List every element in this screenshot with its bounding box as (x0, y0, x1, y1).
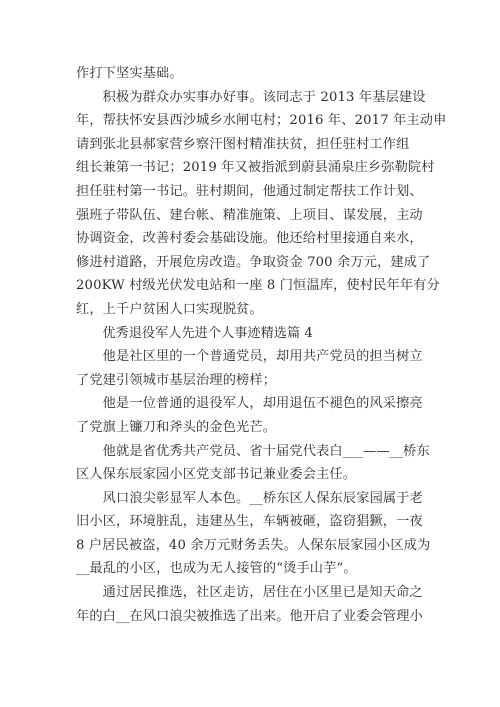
text-line: 红，上千户贫困人口实现脱贫。 (76, 301, 263, 317)
text-line: __最乱的小区，也成为无人接管的“烫手山芋”。 (76, 561, 357, 577)
text-line: 8 户居民被盗，40 余万元财务丢失。人保东辰家园小区成为 (76, 537, 431, 553)
document-body (76, 62, 447, 628)
text-line: 组长兼第一书记；2019 年又被指派到蔚县涌泉庄乡弥勒院村 (76, 160, 435, 176)
text-line: 了党旗上镰刀和斧头的金色光芒。 (76, 419, 277, 435)
text-line: 了党建引领城市基层治理的榜样； (76, 372, 277, 388)
paragraph (76, 345, 442, 392)
text-line: 积极为群众办实事办好事。该同志于 2013 年基层建设 (76, 89, 426, 105)
paragraph (76, 440, 442, 487)
text-line: 强班子带队伍、建台帐、精准施策、上项目、谋发展，主动 (76, 207, 423, 223)
text-line: 担任驻村第一书记。驻村期间，他通过制定帮扶工作计划、 (76, 183, 423, 199)
paragraph (76, 86, 447, 322)
paragraph (76, 62, 442, 86)
text-line: 200KW 村级光伏发电站和一座 8 门恒温库，使村民年年有分 (76, 278, 440, 294)
text-line: 年，帮扶怀安县西沙城乡水闸屯村；2016 年、2017 年主动申 (76, 113, 447, 129)
text-line: 他就是省优秀共产党员、省十届党代表白___——__桥东 (76, 443, 430, 459)
text-line: 旧小区，环境脏乱，违建丛生，车辆被砸，盗窃猖獗，一夜 (76, 514, 423, 530)
text-line: 作打下坚实基础。 (76, 66, 183, 81)
text-line: 风口浪尖彰显军人本色。__桥东区人保东辰家园属于老 (76, 490, 423, 506)
text-line: 优秀退役军人先进个人事迹精选篇 4 (76, 325, 313, 341)
text-line: 区人保东辰家园小区党支部书记兼业委会主任。 (76, 467, 357, 483)
text-line: 请到张北县郝家营乡察汗图村精准扶贫，担任驻村工作组 (76, 136, 410, 152)
paragraph (76, 392, 442, 439)
text-line: 年的白__在风口浪尖被推选了出来。他开启了业委会管理小 (76, 608, 423, 624)
paragraph (76, 581, 442, 628)
text-line: 他是社区里的一个普通党员，却用共产党员的担当树立 (76, 349, 423, 365)
paragraph (76, 487, 442, 581)
text-line: 协调资金，改善村委会基础设施。他还给村里接通自来水， (76, 231, 423, 247)
text-line: 他是一位普通的退役军人，却用退伍不褪色的风采擦亮 (76, 396, 423, 412)
text-line: 修进村道路，开展危房改造。争取资金 700 余万元，建成了 (76, 254, 431, 270)
text-line: 通过居民推选，社区走访，居住在小区里已是知天命之 (76, 585, 423, 601)
section-heading (76, 322, 442, 346)
